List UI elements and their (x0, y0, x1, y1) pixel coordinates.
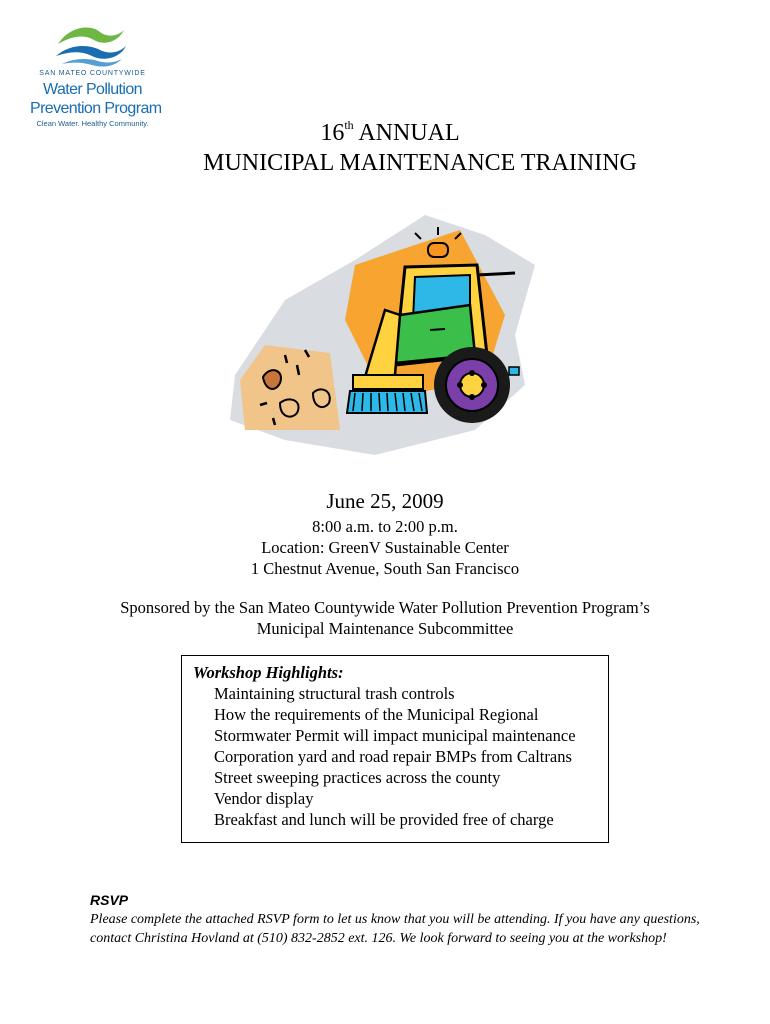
title-line-2: MUNICIPAL MAINTENANCE TRAINING (203, 150, 637, 176)
event-location: Location: GreenV Sustainable Center (261, 538, 509, 557)
highlight-item (193, 746, 608, 767)
event-date: June 25, 2009 (326, 489, 444, 513)
logo-program-name (30, 80, 162, 118)
logo-name-line1: Water Pollution (43, 81, 142, 98)
logo-tagline: Clean Water. Healthy Community. (36, 119, 149, 128)
highlight-item (193, 683, 608, 704)
title-line-1 (120, 120, 660, 147)
highlight-item-continued (193, 725, 608, 746)
rsvp-heading: RSVP (90, 892, 129, 908)
event-address: 1 Chestnut Avenue, South San Francisco (250, 559, 520, 578)
highlight-text: Maintaining structural trash controls (214, 684, 455, 703)
highlight-text: Corporation yard and road repair BMPs from Caltrans (214, 747, 572, 766)
workshop-highlights-box (181, 655, 609, 843)
wave-logo-icon (52, 22, 132, 67)
highlight-text: Vendor display (214, 789, 314, 808)
title-annual: ANNUAL (353, 120, 460, 146)
highlight-text: Stormwater Permit will impact municipal maintenance (214, 726, 576, 745)
highlight-item (193, 809, 608, 830)
sponsor-line-2: Municipal Maintenance Subcommittee (256, 619, 514, 638)
logo-org-text: SAN MATEO COUNTYWIDE (39, 70, 146, 77)
highlight-item (193, 788, 608, 809)
event-time: 8:00 a.m. to 2:00 p.m. (312, 517, 458, 536)
sponsor-line-1: Sponsored by the San Mateo Countywide Water Pollution Prevention Program’s (120, 598, 650, 617)
edition-suffix: th (344, 118, 354, 132)
street-sweeper-icon (225, 205, 545, 465)
edition-number: 16 (320, 120, 345, 146)
highlight-text: Breakfast and lunch will be provided free of charge (214, 810, 554, 829)
highlight-item (193, 704, 608, 725)
rsvp-body: Please complete the attached RSVP form to let us know that you will be attending. If you have any questions, contact Christina Hovland at (510) 832-2852 ext. 126. We look forward to seeing you at the workshop! (90, 912, 700, 946)
program-logo (30, 22, 162, 132)
highlights-title: Workshop Highlights: (193, 663, 344, 682)
logo-name-line2: Prevention Program (30, 100, 162, 117)
highlight-text: Street sweeping practices across the county (214, 768, 501, 787)
highlight-item (193, 767, 608, 788)
highlight-text: How the requirements of the Municipal Regional (214, 705, 539, 724)
street-sweeper-illustration (225, 205, 545, 470)
